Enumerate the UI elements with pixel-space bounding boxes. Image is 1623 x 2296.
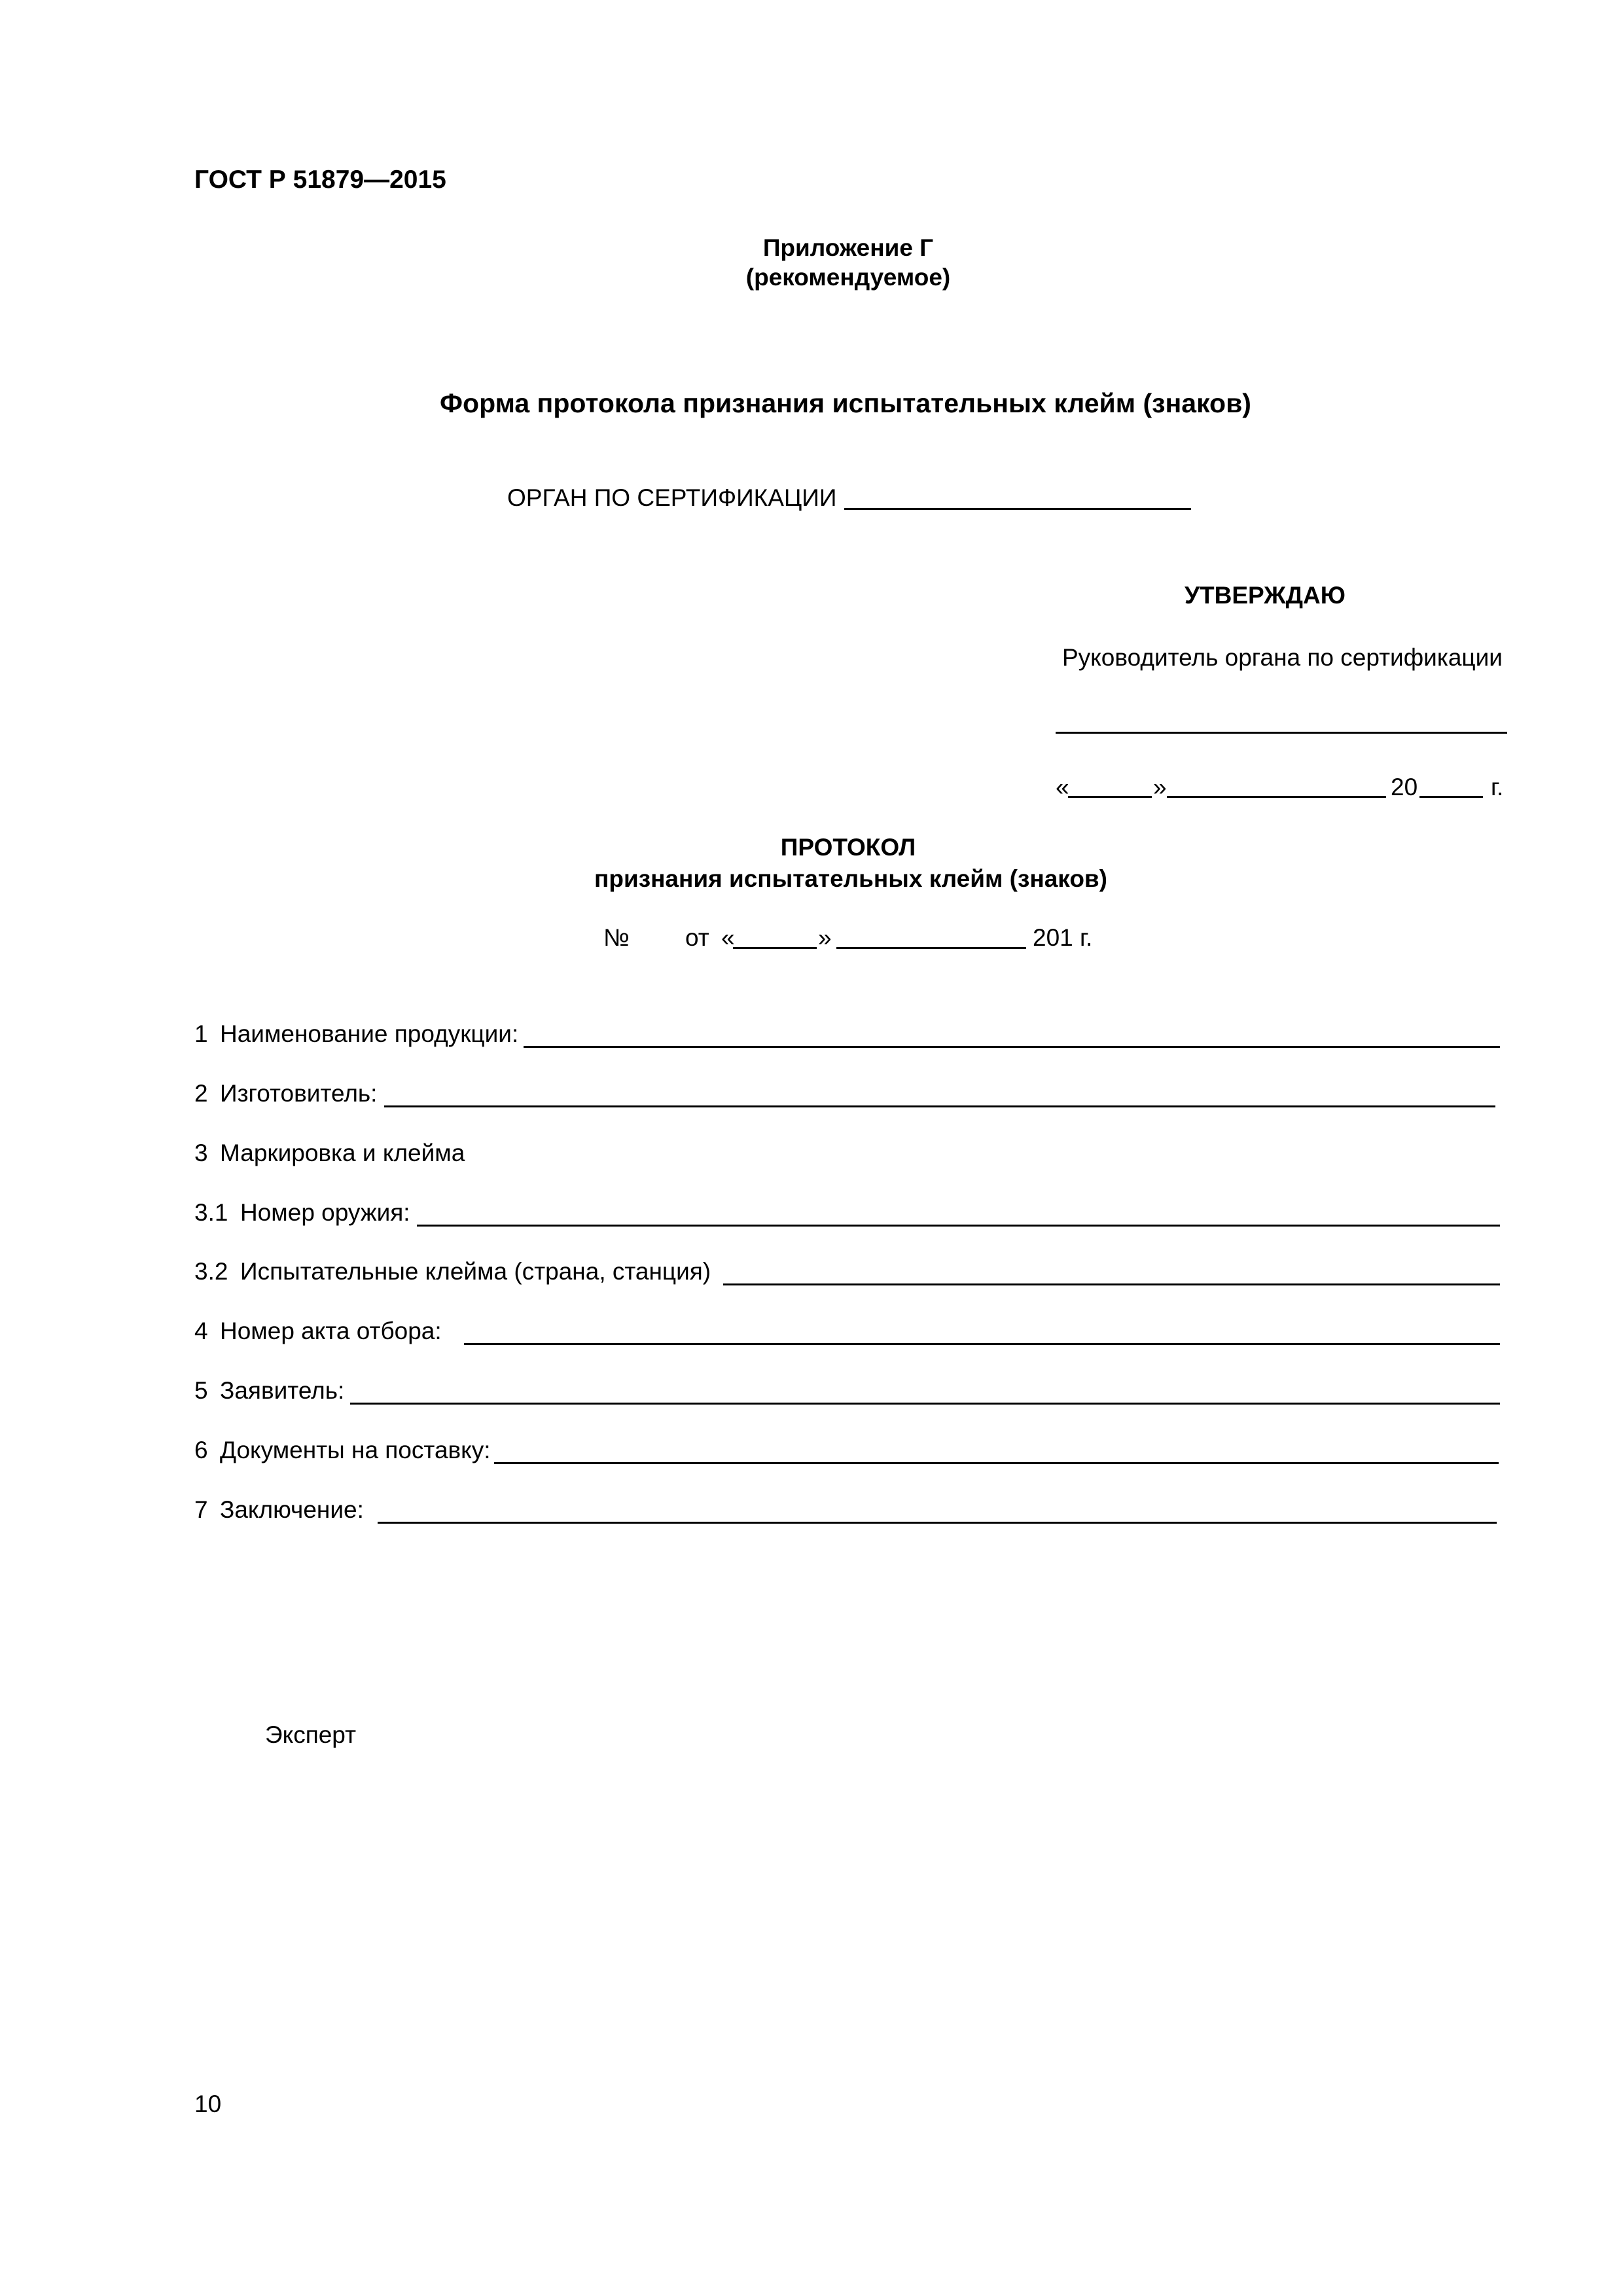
item-label: Документы на поставку: [220, 1437, 491, 1463]
page-number: 10 [194, 2090, 222, 2117]
approval-heading: УТВЕРЖДАЮ [1185, 582, 1346, 609]
item-number: 2 [194, 1080, 208, 1107]
document-code: ГОСТ Р 51879—2015 [194, 166, 446, 194]
item-label: Испытательные клейма (страна, станция) [240, 1258, 711, 1285]
approval-year-line [1419, 796, 1483, 798]
protocol-open-quote: « [721, 924, 735, 951]
appendix-title: Приложение Г [762, 234, 934, 261]
approval-role: Руководитель органа по сертификации [1062, 644, 1503, 671]
item-row [194, 1020, 1623, 1049]
organ-label: ОРГАН ПО СЕРТИФИКАЦИИ [507, 484, 837, 511]
item-row [194, 1437, 1623, 1465]
item-number: 3 [194, 1139, 208, 1166]
item-fill-line [378, 1522, 1497, 1524]
item-fill-line [384, 1105, 1495, 1107]
item-row [194, 1139, 1623, 1168]
form-title: Форма протокола признания испытательных клейм (знаков) [440, 388, 1251, 418]
item-number: 3.2 [194, 1258, 228, 1285]
item-number: 4 [194, 1318, 208, 1344]
approval-day-line [1068, 796, 1152, 798]
item-fill-line [417, 1225, 1500, 1227]
protocol-from-label: от [685, 924, 709, 951]
item-row [194, 1199, 1623, 1228]
item-label: Изготовитель: [220, 1080, 378, 1107]
item-fill-line [723, 1283, 1500, 1285]
item-number: 5 [194, 1377, 208, 1404]
protocol-day-line [733, 947, 817, 949]
item-fill-line [524, 1046, 1500, 1048]
item-row [194, 1496, 1623, 1525]
item-label: Номер акта отбора: [220, 1318, 442, 1344]
protocol-title: ПРОТОКОЛ [780, 834, 916, 861]
item-number: 6 [194, 1437, 208, 1463]
item-row [194, 1377, 1623, 1406]
approval-year-suffix: г. [1491, 774, 1504, 800]
approval-date-close-quote: » [1153, 774, 1167, 800]
organ-fill-line [844, 508, 1191, 510]
item-label: Наименование продукции: [220, 1020, 519, 1047]
protocol-subtitle: признания испытательных клейм (знаков) [594, 865, 1107, 892]
approval-signature-line [1056, 732, 1507, 734]
item-row [194, 1318, 1623, 1346]
approval-date-open-quote: « [1056, 774, 1069, 800]
item-label: Маркировка и клейма [220, 1139, 465, 1166]
approval-year-prefix: 20 [1391, 774, 1418, 800]
item-number: 3.1 [194, 1199, 228, 1226]
approval-month-line [1167, 796, 1386, 798]
protocol-close-quote: » [818, 924, 832, 951]
protocol-number-sign: № [603, 924, 630, 951]
expert-label: Эксперт [265, 1721, 357, 1748]
appendix-subtitle: (рекомендуемое) [745, 264, 951, 291]
item-number: 7 [194, 1496, 208, 1523]
item-row [194, 1080, 1623, 1109]
item-label: Заключение: [220, 1496, 364, 1523]
item-label: Заявитель: [220, 1377, 345, 1404]
item-fill-line [494, 1462, 1499, 1464]
protocol-year: 201 г. [1033, 924, 1093, 951]
protocol-month-line [836, 947, 1026, 949]
item-number: 1 [194, 1020, 208, 1047]
item-fill-line [350, 1403, 1500, 1405]
item-row [194, 1258, 1623, 1287]
item-label: Номер оружия: [240, 1199, 410, 1226]
item-fill-line [464, 1343, 1500, 1345]
